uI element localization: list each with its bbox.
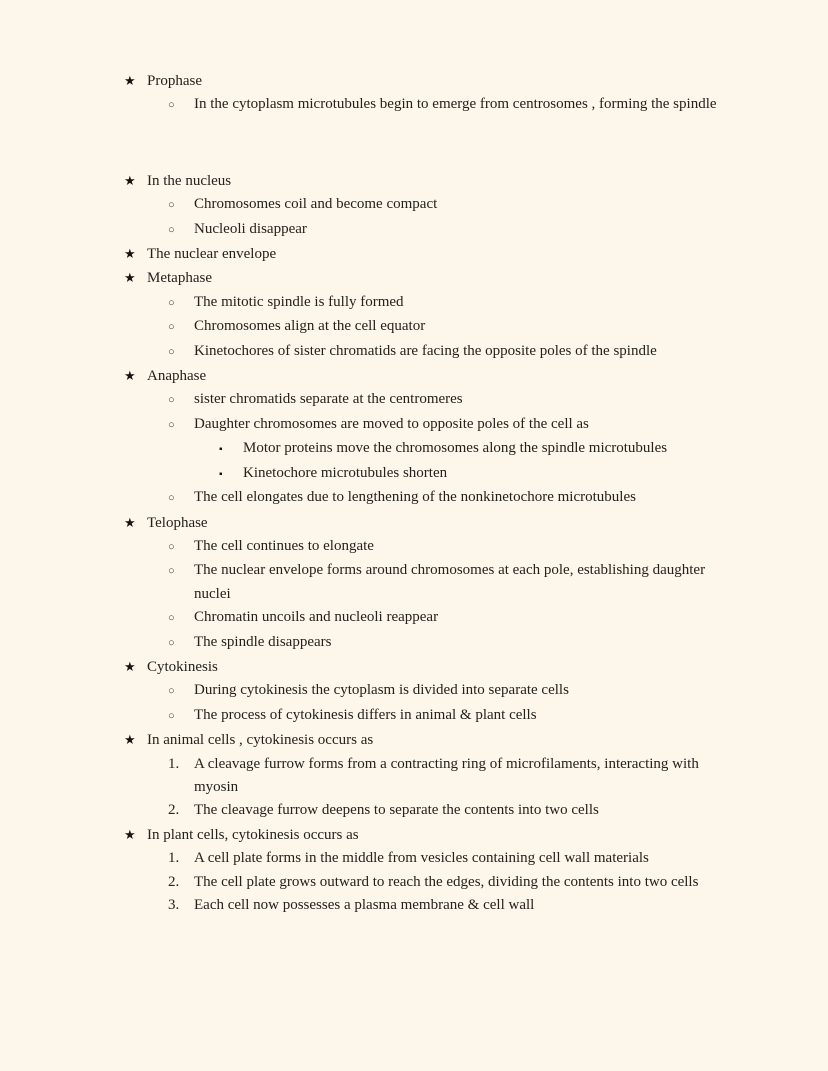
number-label: 1. bbox=[168, 755, 180, 772]
list-item bbox=[0, 847, 728, 870]
star-bullet-icon: ★ bbox=[124, 73, 136, 88]
section-gap bbox=[0, 118, 728, 169]
square-bullet-icon: ▪ bbox=[219, 444, 223, 456]
list-item-text: Nucleoli disappear bbox=[194, 220, 307, 237]
list-item-text: Anaphase bbox=[147, 368, 207, 385]
list-item bbox=[0, 871, 728, 894]
list-item-text: The nuclear envelope forms around chromosomes at each pole, establishing daughter nuclei bbox=[194, 562, 706, 602]
star-bullet-icon: ★ bbox=[124, 368, 136, 384]
list-item bbox=[0, 799, 728, 822]
list-item bbox=[0, 704, 728, 728]
list-item-text: Each cell now possesses a plasma membrane & cell wall bbox=[194, 897, 535, 913]
list-item bbox=[0, 218, 728, 242]
square-bullet-icon: ▪ bbox=[219, 468, 223, 480]
list-item-text: The process of cytokinesis differs in animal & plant cells bbox=[194, 706, 537, 723]
circle-bullet-icon: ○ bbox=[168, 321, 175, 334]
list-item bbox=[0, 364, 728, 388]
list-item bbox=[0, 340, 728, 364]
circle-bullet-icon: ○ bbox=[168, 612, 175, 625]
star-bullet-icon: ★ bbox=[124, 246, 136, 262]
list-item bbox=[0, 535, 728, 559]
circle-bullet-icon: ○ bbox=[168, 223, 175, 236]
circle-bullet-icon: ○ bbox=[168, 99, 175, 112]
list-item bbox=[0, 315, 728, 339]
list-item-text: Daughter chromosomes are moved to opposite poles of the cell as bbox=[194, 415, 589, 432]
list-item bbox=[0, 462, 728, 486]
circle-bullet-icon: ○ bbox=[168, 418, 175, 431]
star-bullet-icon: ★ bbox=[124, 732, 136, 748]
list-item-text: Chromosomes align at the cell equator bbox=[194, 318, 426, 335]
list-item bbox=[0, 753, 728, 800]
star-bullet-icon: ★ bbox=[124, 826, 136, 842]
list-item-text: sister chromatids separate at the centromeres bbox=[194, 391, 463, 408]
circle-bullet-icon: ○ bbox=[168, 540, 175, 553]
list-item bbox=[0, 193, 728, 217]
list-item-text: Kinetochores of sister chromatids are facing the opposite poles of the spindle bbox=[194, 342, 657, 359]
list-item-text: In the cytoplasm microtubules begin to emerge from centrosomes , forming the spindle bbox=[194, 96, 717, 113]
list-item-text: Telophase bbox=[147, 514, 208, 531]
list-item bbox=[0, 511, 728, 535]
list-item bbox=[0, 169, 728, 193]
list-item-text: The cleavage furrow deepens to separate the contents into two cells bbox=[194, 802, 599, 819]
list-item-text: The cell continues to elongate bbox=[194, 537, 374, 554]
list-item bbox=[0, 388, 728, 412]
list-item-text: The mitotic spindle is fully formed bbox=[194, 293, 404, 310]
list-item-text: The cell elongates due to lengthening of the nonkinetochore microtubules bbox=[194, 489, 636, 506]
list-item-text: Chromatin uncoils and nucleoli reappear bbox=[194, 609, 439, 626]
list-item-text: In plant cells, cytokinesis occurs as bbox=[147, 826, 359, 843]
number-label: 2. bbox=[168, 873, 180, 890]
star-bullet-icon: ★ bbox=[124, 270, 136, 286]
list-item bbox=[0, 413, 728, 437]
star-bullet-icon: ★ bbox=[124, 658, 136, 674]
list-item-text: During cytokinesis the cytoplasm is divided into separate cells bbox=[194, 682, 569, 699]
list-item bbox=[0, 69, 728, 93]
list-item bbox=[0, 894, 728, 917]
list-item bbox=[0, 486, 728, 510]
list-item-text: Chromosomes coil and become compact bbox=[194, 196, 438, 213]
list-item-text: Kinetochore microtubules shorten bbox=[243, 464, 448, 481]
list-item bbox=[0, 631, 728, 655]
list-item-text: In animal cells , cytokinesis occurs as bbox=[147, 732, 374, 749]
circle-bullet-icon: ○ bbox=[168, 296, 175, 309]
number-label: 1. bbox=[168, 850, 180, 867]
circle-bullet-icon: ○ bbox=[168, 394, 175, 407]
list-item bbox=[0, 823, 728, 847]
list-item bbox=[0, 679, 728, 703]
circle-bullet-icon: ○ bbox=[168, 636, 175, 649]
list-item-text: A cell plate forms in the middle from vesicles containing cell wall materials bbox=[194, 850, 649, 867]
circle-bullet-icon: ○ bbox=[168, 492, 175, 505]
list-item bbox=[0, 728, 728, 752]
list-item-text: A cleavage furrow forms from a contracting ring of microfilaments, interacting with myosin bbox=[194, 755, 699, 795]
circle-bullet-icon: ○ bbox=[168, 565, 175, 578]
circle-bullet-icon: ○ bbox=[168, 345, 175, 358]
list-item bbox=[0, 559, 728, 606]
list-item-text: In the nucleus bbox=[147, 172, 232, 189]
star-bullet-icon: ★ bbox=[124, 172, 136, 188]
list-item-text: Prophase bbox=[147, 73, 202, 89]
list-item bbox=[0, 242, 728, 266]
list-item-text: Metaphase bbox=[147, 270, 212, 287]
list-item bbox=[0, 606, 728, 630]
circle-bullet-icon: ○ bbox=[168, 685, 175, 698]
number-label: 2. bbox=[168, 802, 180, 819]
list-item-text: The cell plate grows outward to reach the edges, dividing the contents into two cells bbox=[194, 873, 699, 890]
list-item bbox=[0, 437, 728, 461]
list-item-text: Cytokinesis bbox=[147, 658, 218, 675]
list-item bbox=[0, 266, 728, 290]
outline-list bbox=[0, 69, 728, 917]
list-item bbox=[0, 655, 728, 679]
list-item-text: The nuclear envelope bbox=[147, 246, 277, 263]
circle-bullet-icon: ○ bbox=[168, 199, 175, 212]
star-bullet-icon: ★ bbox=[124, 514, 136, 530]
list-item bbox=[0, 291, 728, 315]
list-item bbox=[0, 93, 728, 117]
list-item-text: The spindle disappears bbox=[194, 633, 332, 650]
number-label: 3. bbox=[168, 897, 180, 913]
circle-bullet-icon: ○ bbox=[168, 709, 175, 722]
list-item-text: Motor proteins move the chromosomes along the spindle microtubules bbox=[243, 440, 668, 457]
